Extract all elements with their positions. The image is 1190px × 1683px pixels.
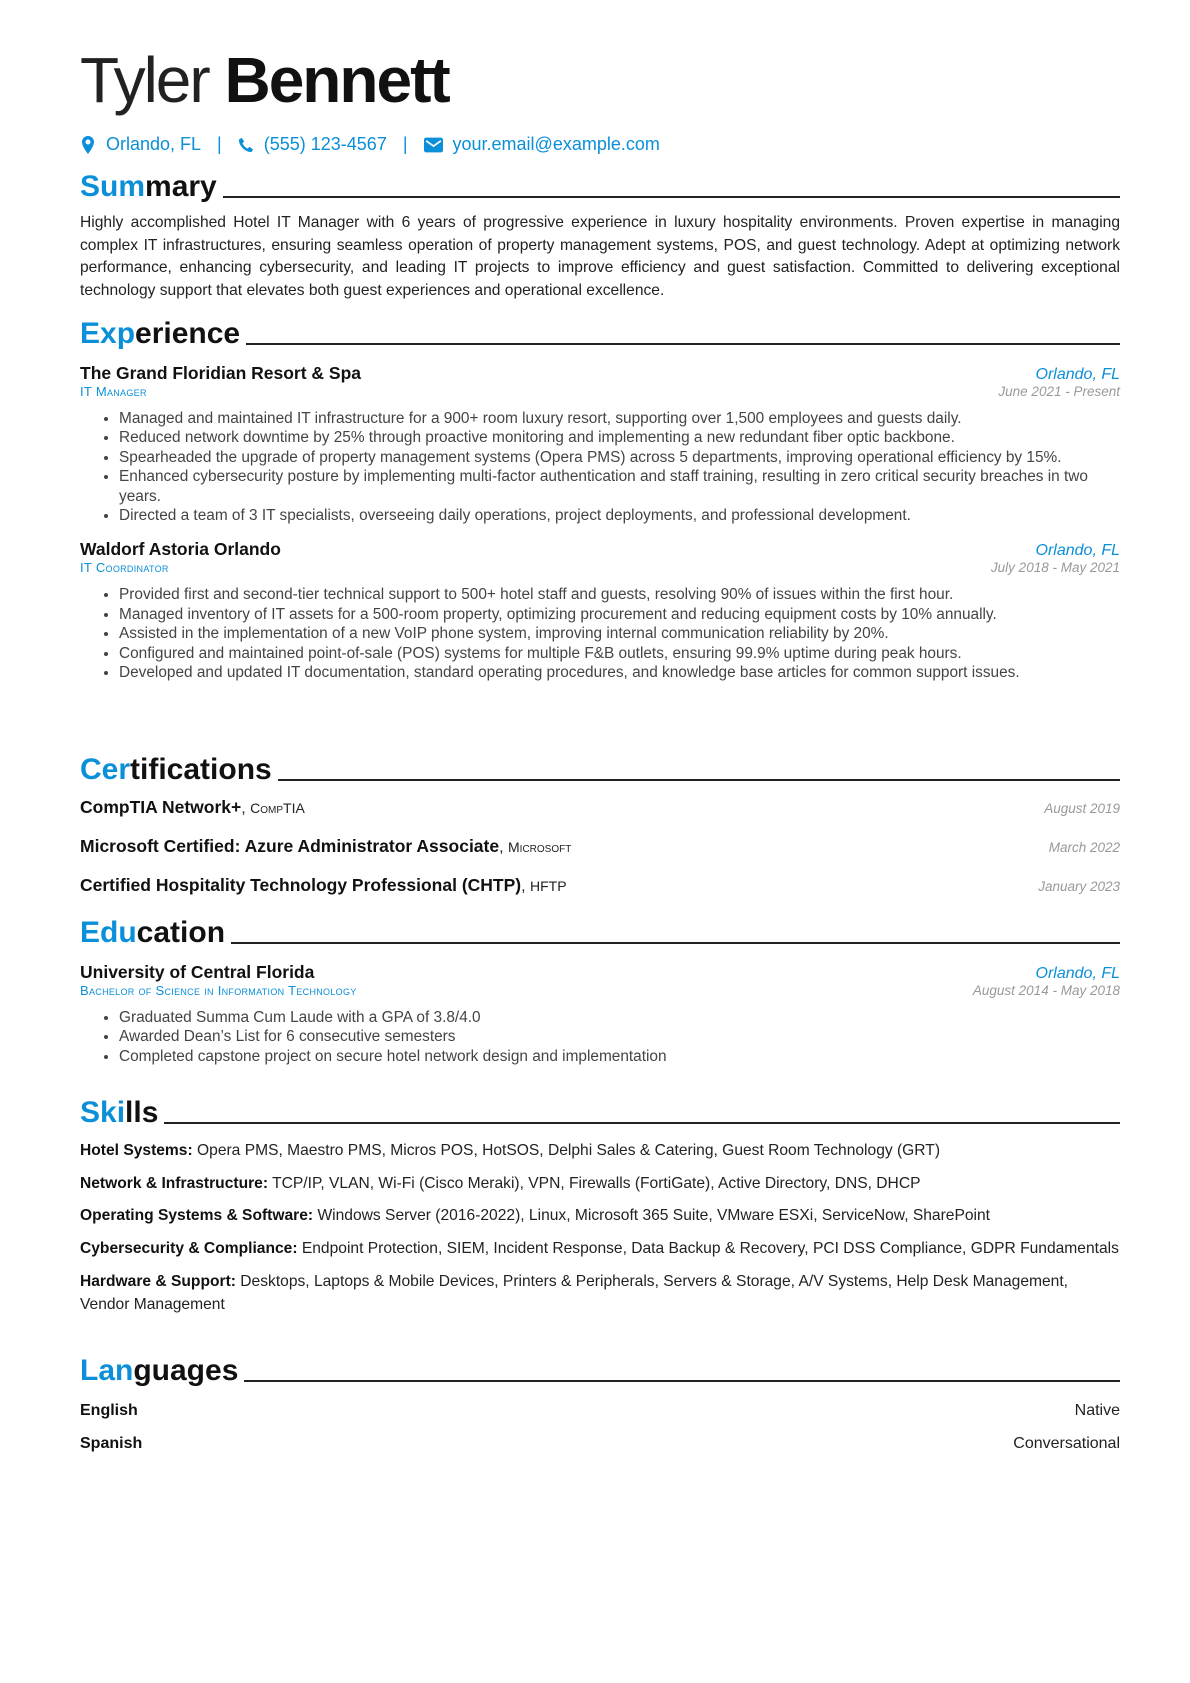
- education-bullets: [80, 1008, 1120, 1066]
- heading-rest: mary: [145, 170, 217, 203]
- section-heading: [80, 1096, 1120, 1130]
- language-row: [80, 1402, 1120, 1435]
- heading-rule: [246, 343, 1120, 345]
- language-row: [80, 1435, 1120, 1468]
- heading-rest: cation: [136, 916, 226, 949]
- heading-rule: [244, 1380, 1120, 1382]
- bullet: • Completed capstone project on secure hotel network design and implementation: [119, 1047, 1120, 1066]
- heading-rule: [223, 196, 1120, 198]
- cert-item: CompTIA Network+, CompTIA August 2019: [80, 797, 1120, 817]
- cert-issuer: Microsoft: [508, 839, 572, 855]
- bullet: • Awarded Dean’s List for 6 consecutive semesters: [119, 1027, 1120, 1046]
- skill-value: Opera PMS, Maestro PMS, Micros POS, HotSOS, Delphi Sales & Catering, Guest Room Technology (GRT): [197, 1142, 941, 1159]
- bullet: • Configured and maintained point-of-sale (POS) systems for multiple F&B outlets, ensuring 99.9% uptime during peak hours.: [119, 644, 1120, 663]
- job-entry: [80, 363, 1120, 525]
- section-heading: [80, 317, 1120, 351]
- cert-date: March 2022: [1048, 840, 1120, 855]
- skill-value: TCP/IP, VLAN, Wi-Fi (Cisco Meraki), VPN, Firewalls (FortiGate), Active Directory, DNS, DHCP: [272, 1174, 921, 1192]
- bullet: • Managed inventory of IT assets for a 500-room property, optimizing procurement and reducing equipment costs by 10% annually.: [119, 605, 1120, 624]
- cert-title: Certified Hospitality Technology Professional (CHTP): [80, 875, 522, 895]
- language-level: Conversational: [1013, 1435, 1120, 1452]
- bullet: • Reduced network downtime by 25% through proactive monitoring and implementing a new redundant fiber optic backbone.: [119, 428, 1120, 447]
- section-heading: [80, 916, 1120, 950]
- cert-date: August 2019: [1044, 801, 1120, 816]
- bullet: • Spearheaded the upgrade of property management systems (Opera PMS) across 5 departments, improving operational efficiency by 15%.: [119, 448, 1120, 467]
- skill-row: [80, 1238, 1120, 1261]
- cert-issuer: CompTIA: [250, 800, 305, 816]
- heading-rule: [164, 1122, 1120, 1124]
- phone-icon: [238, 136, 254, 154]
- heading-rule: [231, 942, 1120, 944]
- section-heading: [80, 170, 1120, 204]
- job-org: Waldorf Astoria Orlando: [80, 539, 281, 560]
- education-entry: [80, 962, 1120, 1066]
- school-name: University of Central Florida: [80, 962, 315, 982]
- job-role: IT Manager: [80, 384, 147, 399]
- skill-label: Hardware & Support:: [80, 1272, 236, 1290]
- job-role: IT Coordinator: [80, 560, 169, 576]
- last-name: Bennett: [224, 44, 449, 116]
- separator: |: [217, 134, 222, 154]
- certifications-section: [80, 753, 1120, 914]
- bullet: • Assisted in the implementation of a new VoIP phone system, improving internal communication reliability by 20%.: [119, 624, 1120, 643]
- bullet: • Graduated Summa Cum Laude with a GPA of 3.8/4.0: [119, 1008, 1120, 1027]
- heading-accent: Sum: [80, 170, 146, 203]
- job-bullets: [80, 585, 1120, 682]
- heading-rest: erience: [135, 317, 241, 350]
- bullet: • Enhanced cybersecurity posture by implementing multi-factor authentication and staff training, resulting in zero critical security breaches in two years.: [119, 467, 1120, 506]
- bullet: • Directed a team of 3 IT specialists, overseeing daily operations, project deployments, and professional development.: [119, 506, 1120, 525]
- skill-row: [80, 1173, 1120, 1196]
- job-dates: July 2018 - May 2021: [990, 560, 1120, 576]
- envelope-icon: [424, 136, 443, 154]
- experience-section: [80, 317, 1120, 682]
- heading-rest: lls: [125, 1096, 159, 1129]
- section-heading: [80, 1354, 1120, 1388]
- job-location: Orlando, FL: [1035, 366, 1120, 383]
- language-level: Native: [1074, 1402, 1120, 1419]
- skill-row: [80, 1140, 1120, 1163]
- heading-accent: Exp: [80, 317, 136, 350]
- skill-value: Endpoint Protection, SIEM, Incident Response, Data Backup & Recovery, PCI DSS Compliance, GDPR Fundamentals: [301, 1240, 1119, 1258]
- skill-row: [80, 1205, 1120, 1228]
- languages-section: [80, 1354, 1120, 1468]
- heading-rest: tifications: [130, 753, 272, 786]
- contact-line: [80, 134, 660, 155]
- language-name: English: [80, 1402, 138, 1419]
- job-dates: June 2021 - Present: [998, 384, 1120, 399]
- heading-accent: Lan: [80, 1354, 134, 1387]
- skill-value: Windows Server (2016-2022), Linux, Microsoft 365 Suite, VMware ESXi, ServiceNow, SharePoint: [317, 1207, 991, 1225]
- education-dates: August 2014 - May 2018: [972, 983, 1120, 998]
- map-marker-icon: [80, 136, 96, 154]
- language-name: Spanish: [80, 1435, 143, 1452]
- skill-label: Operating Systems & Software:: [80, 1207, 314, 1225]
- school-location: Orlando, FL: [1035, 965, 1120, 982]
- cert-item: Certified Hospitality Technology Professional (CHTP), HFTP January 2023: [80, 875, 1120, 895]
- degree: Bachelor of Science in Information Technology: [80, 983, 357, 998]
- heading-accent: Cer: [80, 753, 131, 786]
- job-entry: [80, 539, 1120, 682]
- heading-accent: Ski: [80, 1096, 126, 1129]
- bullet: • Managed and maintained IT infrastructure for a 900+ room luxury resort, supporting over 1,500 employees and guests daily.: [119, 409, 1120, 428]
- heading-rest: guages: [133, 1354, 239, 1387]
- skills-section: [80, 1096, 1120, 1326]
- cert-title: CompTIA Network+: [80, 797, 242, 817]
- summary-text: Highly accomplished Hotel IT Manager with 6 years of progressive experience in luxury hospitality environments. Proven expertise in managing complex IT infrastructures, ensuring seamless operation of property management systems, POS, and guest technology. Adept at optimizing network performance, enhancing cybersecurity, and leading IT projects to improve efficiency and guest satisfaction. Committed to delivering exceptional technology support that elevates both guest experiences and operational excellence.: [80, 214, 1120, 300]
- first-name: Tyler: [80, 44, 209, 116]
- cert-title: Microsoft Certified: Azure Administrator Associate: [80, 836, 500, 856]
- heading-rule: [278, 779, 1120, 781]
- cert-date: January 2023: [1038, 879, 1120, 894]
- separator: |: [402, 134, 408, 154]
- job-location: Orlando, FL: [1035, 542, 1120, 560]
- skill-label: Hotel Systems:: [80, 1142, 193, 1159]
- phone-text: (555) 123-4567: [263, 134, 387, 154]
- candidate-name: [80, 44, 449, 116]
- bullet: • Provided first and second-tier technical support to 500+ hotel staff and guests, resolving 90% of issues within the first hour.: [119, 585, 1120, 604]
- skill-label: Cybersecurity & Compliance:: [80, 1240, 298, 1258]
- summary-section: [80, 170, 1120, 303]
- location-text: Orlando, FL: [106, 134, 202, 154]
- skill-row: [80, 1271, 1120, 1316]
- bullet: • Developed and updated IT documentation, standard operating procedures, and knowledge base articles for common support issues.: [119, 663, 1120, 682]
- cert-item: Microsoft Certified: Azure Administrator Associate, Microsoft March 2022: [80, 836, 1120, 856]
- section-heading: [80, 753, 1120, 787]
- email-link[interactable]: your.email@example.com: [452, 134, 660, 154]
- education-section: [80, 916, 1120, 1066]
- skill-value: Desktops, Laptops & Mobile Devices, Printers & Peripherals, Servers & Storage, A/V Systems, Help Desk Management, Vendor Management: [80, 1272, 1068, 1313]
- job-bullets: [80, 409, 1120, 525]
- cert-issuer: HFTP: [530, 878, 567, 894]
- job-org: The Grand Floridian Resort & Spa: [80, 363, 362, 383]
- skill-label: Network & Infrastructure:: [80, 1174, 269, 1192]
- heading-accent: Edu: [80, 916, 137, 949]
